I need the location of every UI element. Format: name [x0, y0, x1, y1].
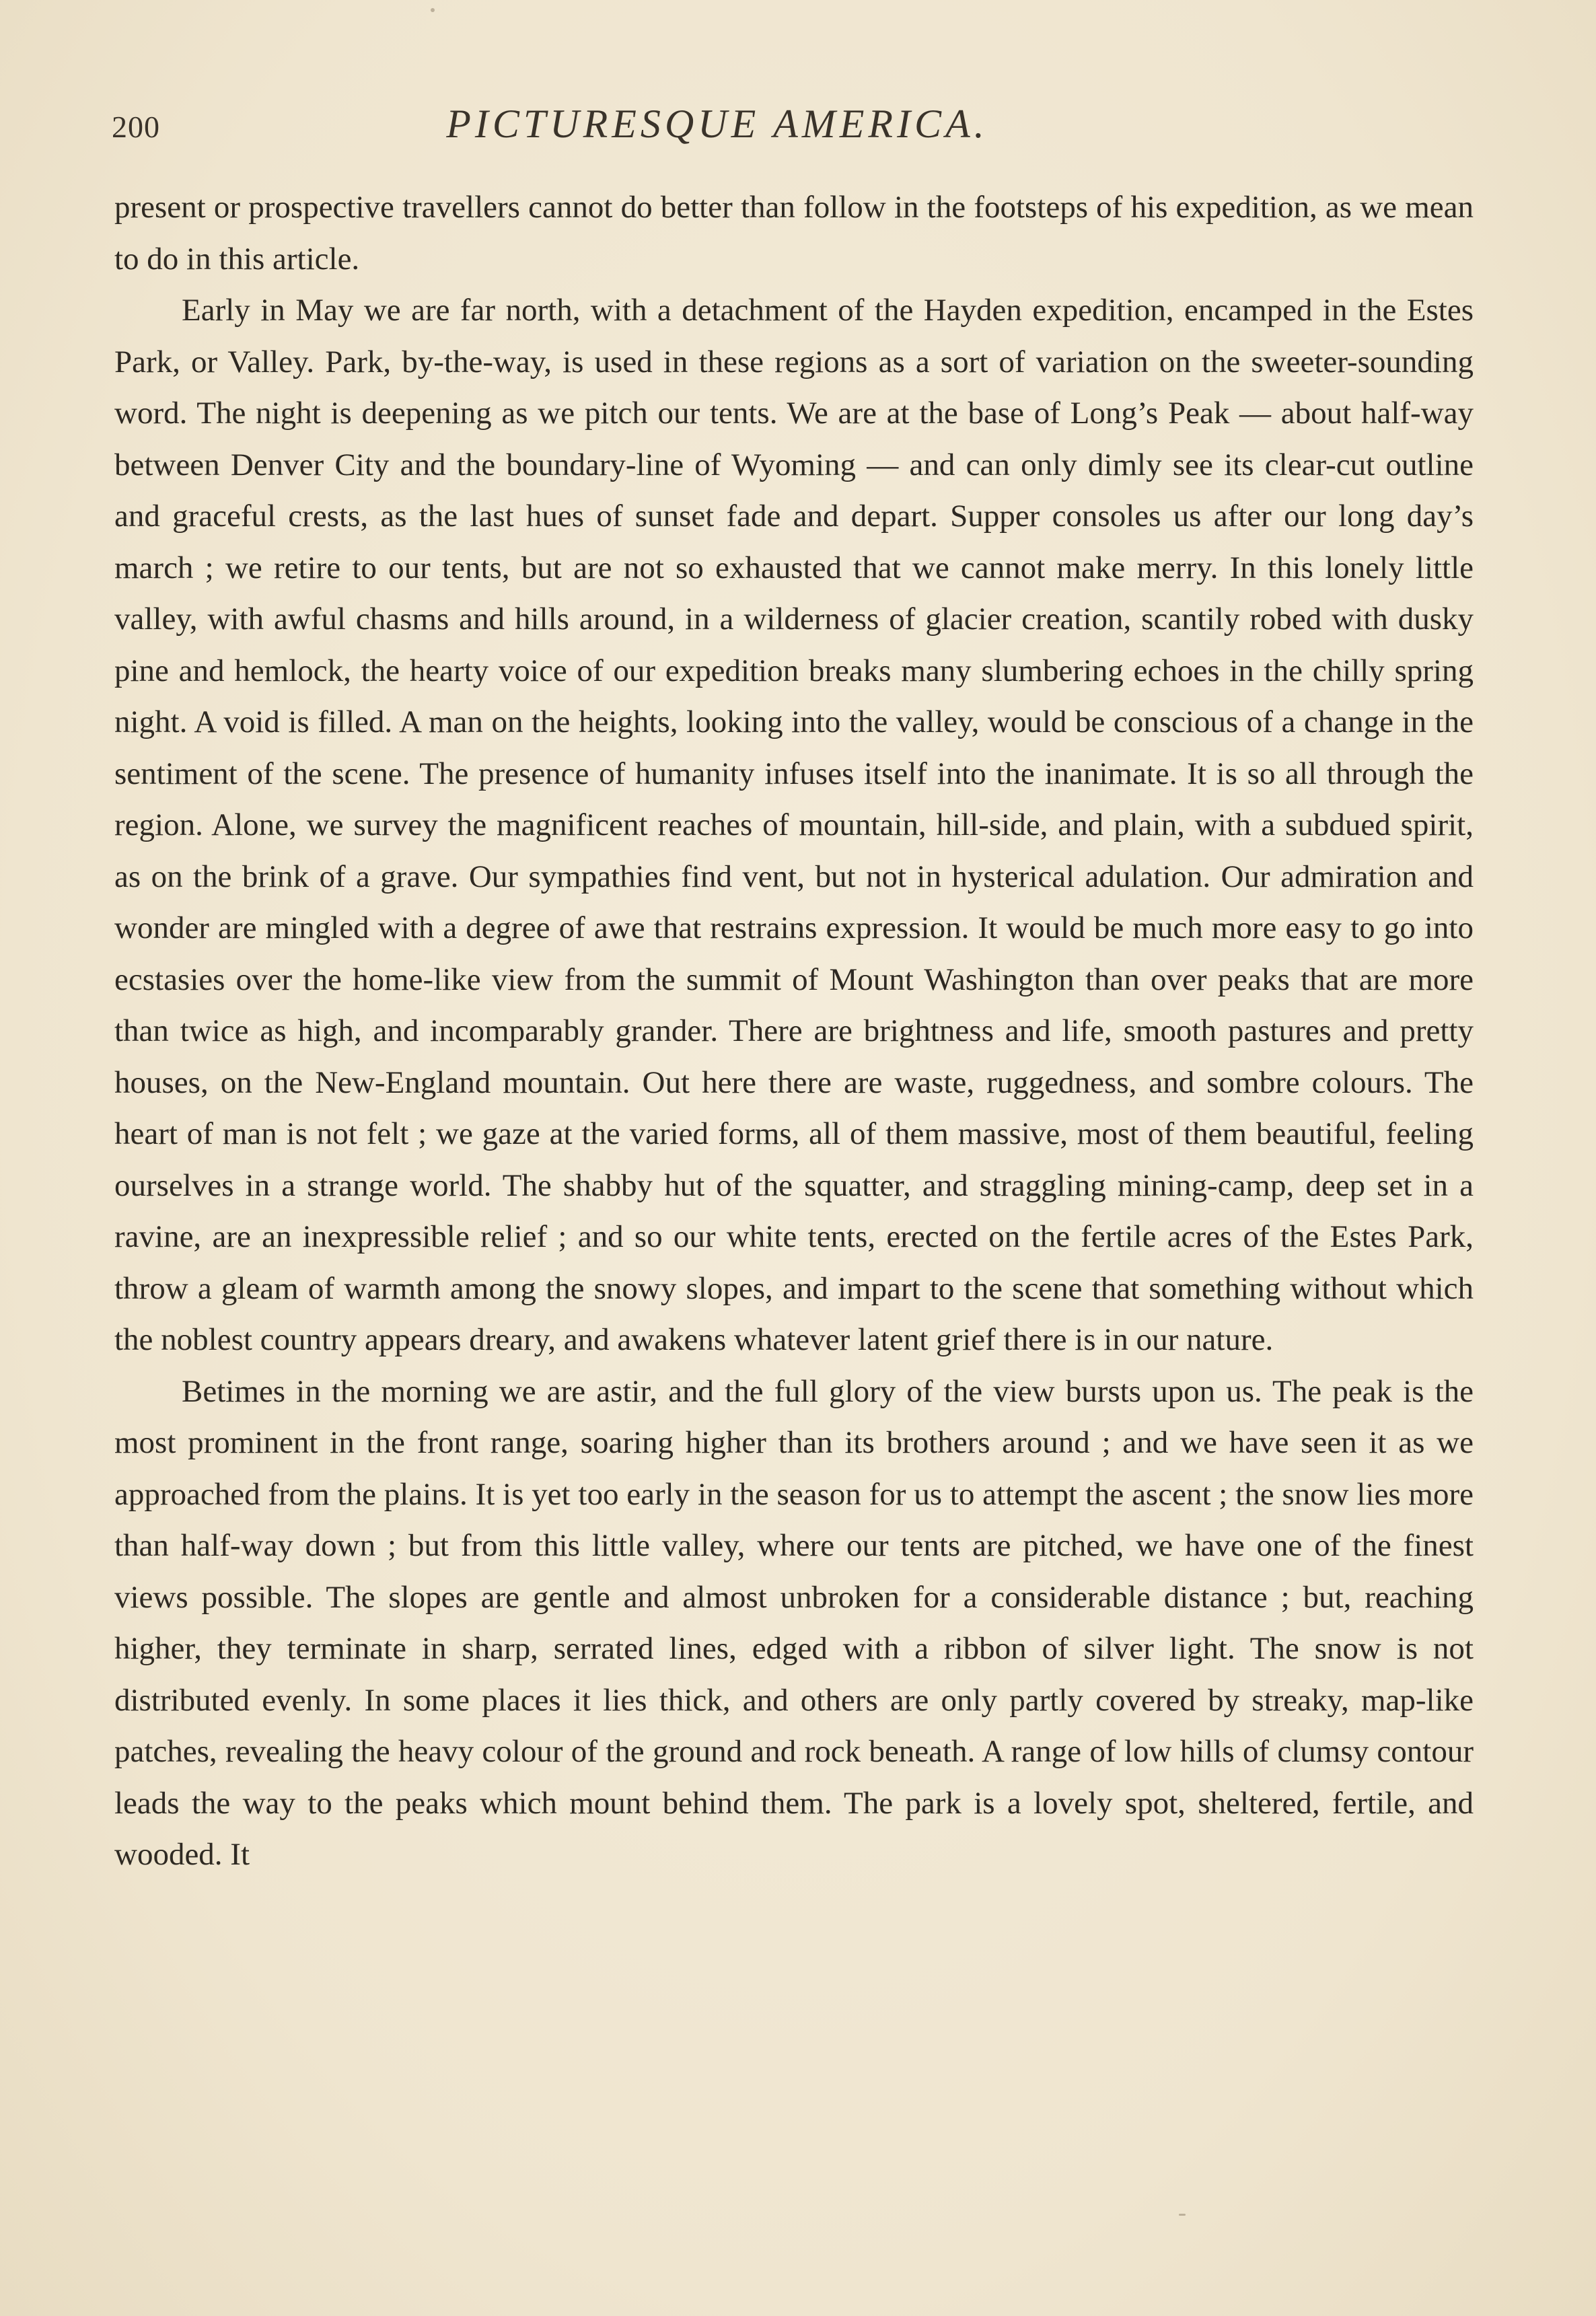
paragraph-continuation: present or prospective travellers cannot do better than follow in the footsteps of his expedition, as we mean to do in this article. [114, 190, 1474, 277]
body-text [114, 182, 1474, 1881]
page-number: 200 [112, 110, 160, 144]
paragraph-estes-park-camp: Early in May we are far north, with a detachment of the Hayden expedition, encamped in the Estes Park, or Valley. Park, by-the-way, is used in these regions as a sort of variation on the sweeter-sounding word. The night is deepening as we pitch our tents. We are at the base of Long’s Peak — about half-way between Denver City and the boundary-line of Wyoming — and can only dimly see its clear-cut outline and graceful crests, as the last hues of sunset fade and depart. Supper consoles us after our long day’s march ; we retire to our tents, but are not so exhausted that we cannot make merry. In this lonely little valley, with awful chasms and hills around, in a wilderness of glacier creation, scantily robed with dusky pine and hemlock, the hearty voice of our expedition breaks many slumbering echoes in the chilly spring night. A void is filled. A man on the heights, looking into the valley, would be conscious of a change in the sentiment of the scene. The presence of humanity infuses itself into the inanimate. It is so all through the region. Alone, we survey the magnificent reaches of mountain, hill-side, and plain, with a subdued spirit, as on the brink of a grave. Our sympathies find vent, but not in hysterical adulation. Our admiration and wonder are mingled with a degree of awe that restrains expression. It would be much more easy to go into ecstasies over the home-like view from the summit of Mount Washington than over peaks that are more than twice as high, and incomparably grander. There are brightness and life, smooth pastures and pretty houses, on the New-England mountain. Out here there are waste, ruggedness, and sombre colours. The heart of man is not felt ; we gaze at the varied forms, all of them massive, most of them beautiful, feeling ourselves in a strange world. The shabby hut of the squatter, and straggling mining-camp, deep set in a ravine, are an inexpressible relief ; and so our white tents, erected on the fertile acres of the Estes Park, throw a gleam of warmth among the snowy slopes, and impart to the scene that something without which the noblest country appears dreary, and awakens whatever latent grief there is in our nature. [114, 293, 1474, 1357]
paper-speck [431, 8, 435, 12]
paragraph-morning-view: Betimes in the morning we are astir, and the full glory of the view bursts upon us. The peak is the most prominent in the front range, soaring higher than its brothers around ; and we have seen it as we approached from the plains. It is yet too early in the season for us to attempt the ascent ; the snow lies more than half-way down ; but from this little valley, where our tents are pitched, we have one of the finest views possible. The slopes are gentle and almost unbroken for a considerable distance ; but, reaching higher, they terminate in sharp, serrated lines, edged with a ribbon of silver light. The snow is not distributed evenly. In some places it lies thick, and others are only partly covered by streaky, map-like patches, revealing the heavy colour of the ground and rock beneath. A range of low hills of clumsy contour leads the way to the peaks which mount behind them. The park is a lovely spot, sheltered, fertile, and wooded. It [114, 1373, 1474, 1872]
running-title: PICTURESQUE AMERICA. [446, 102, 988, 146]
paper-speck [1179, 2214, 1186, 2216]
page-header [112, 101, 1484, 161]
